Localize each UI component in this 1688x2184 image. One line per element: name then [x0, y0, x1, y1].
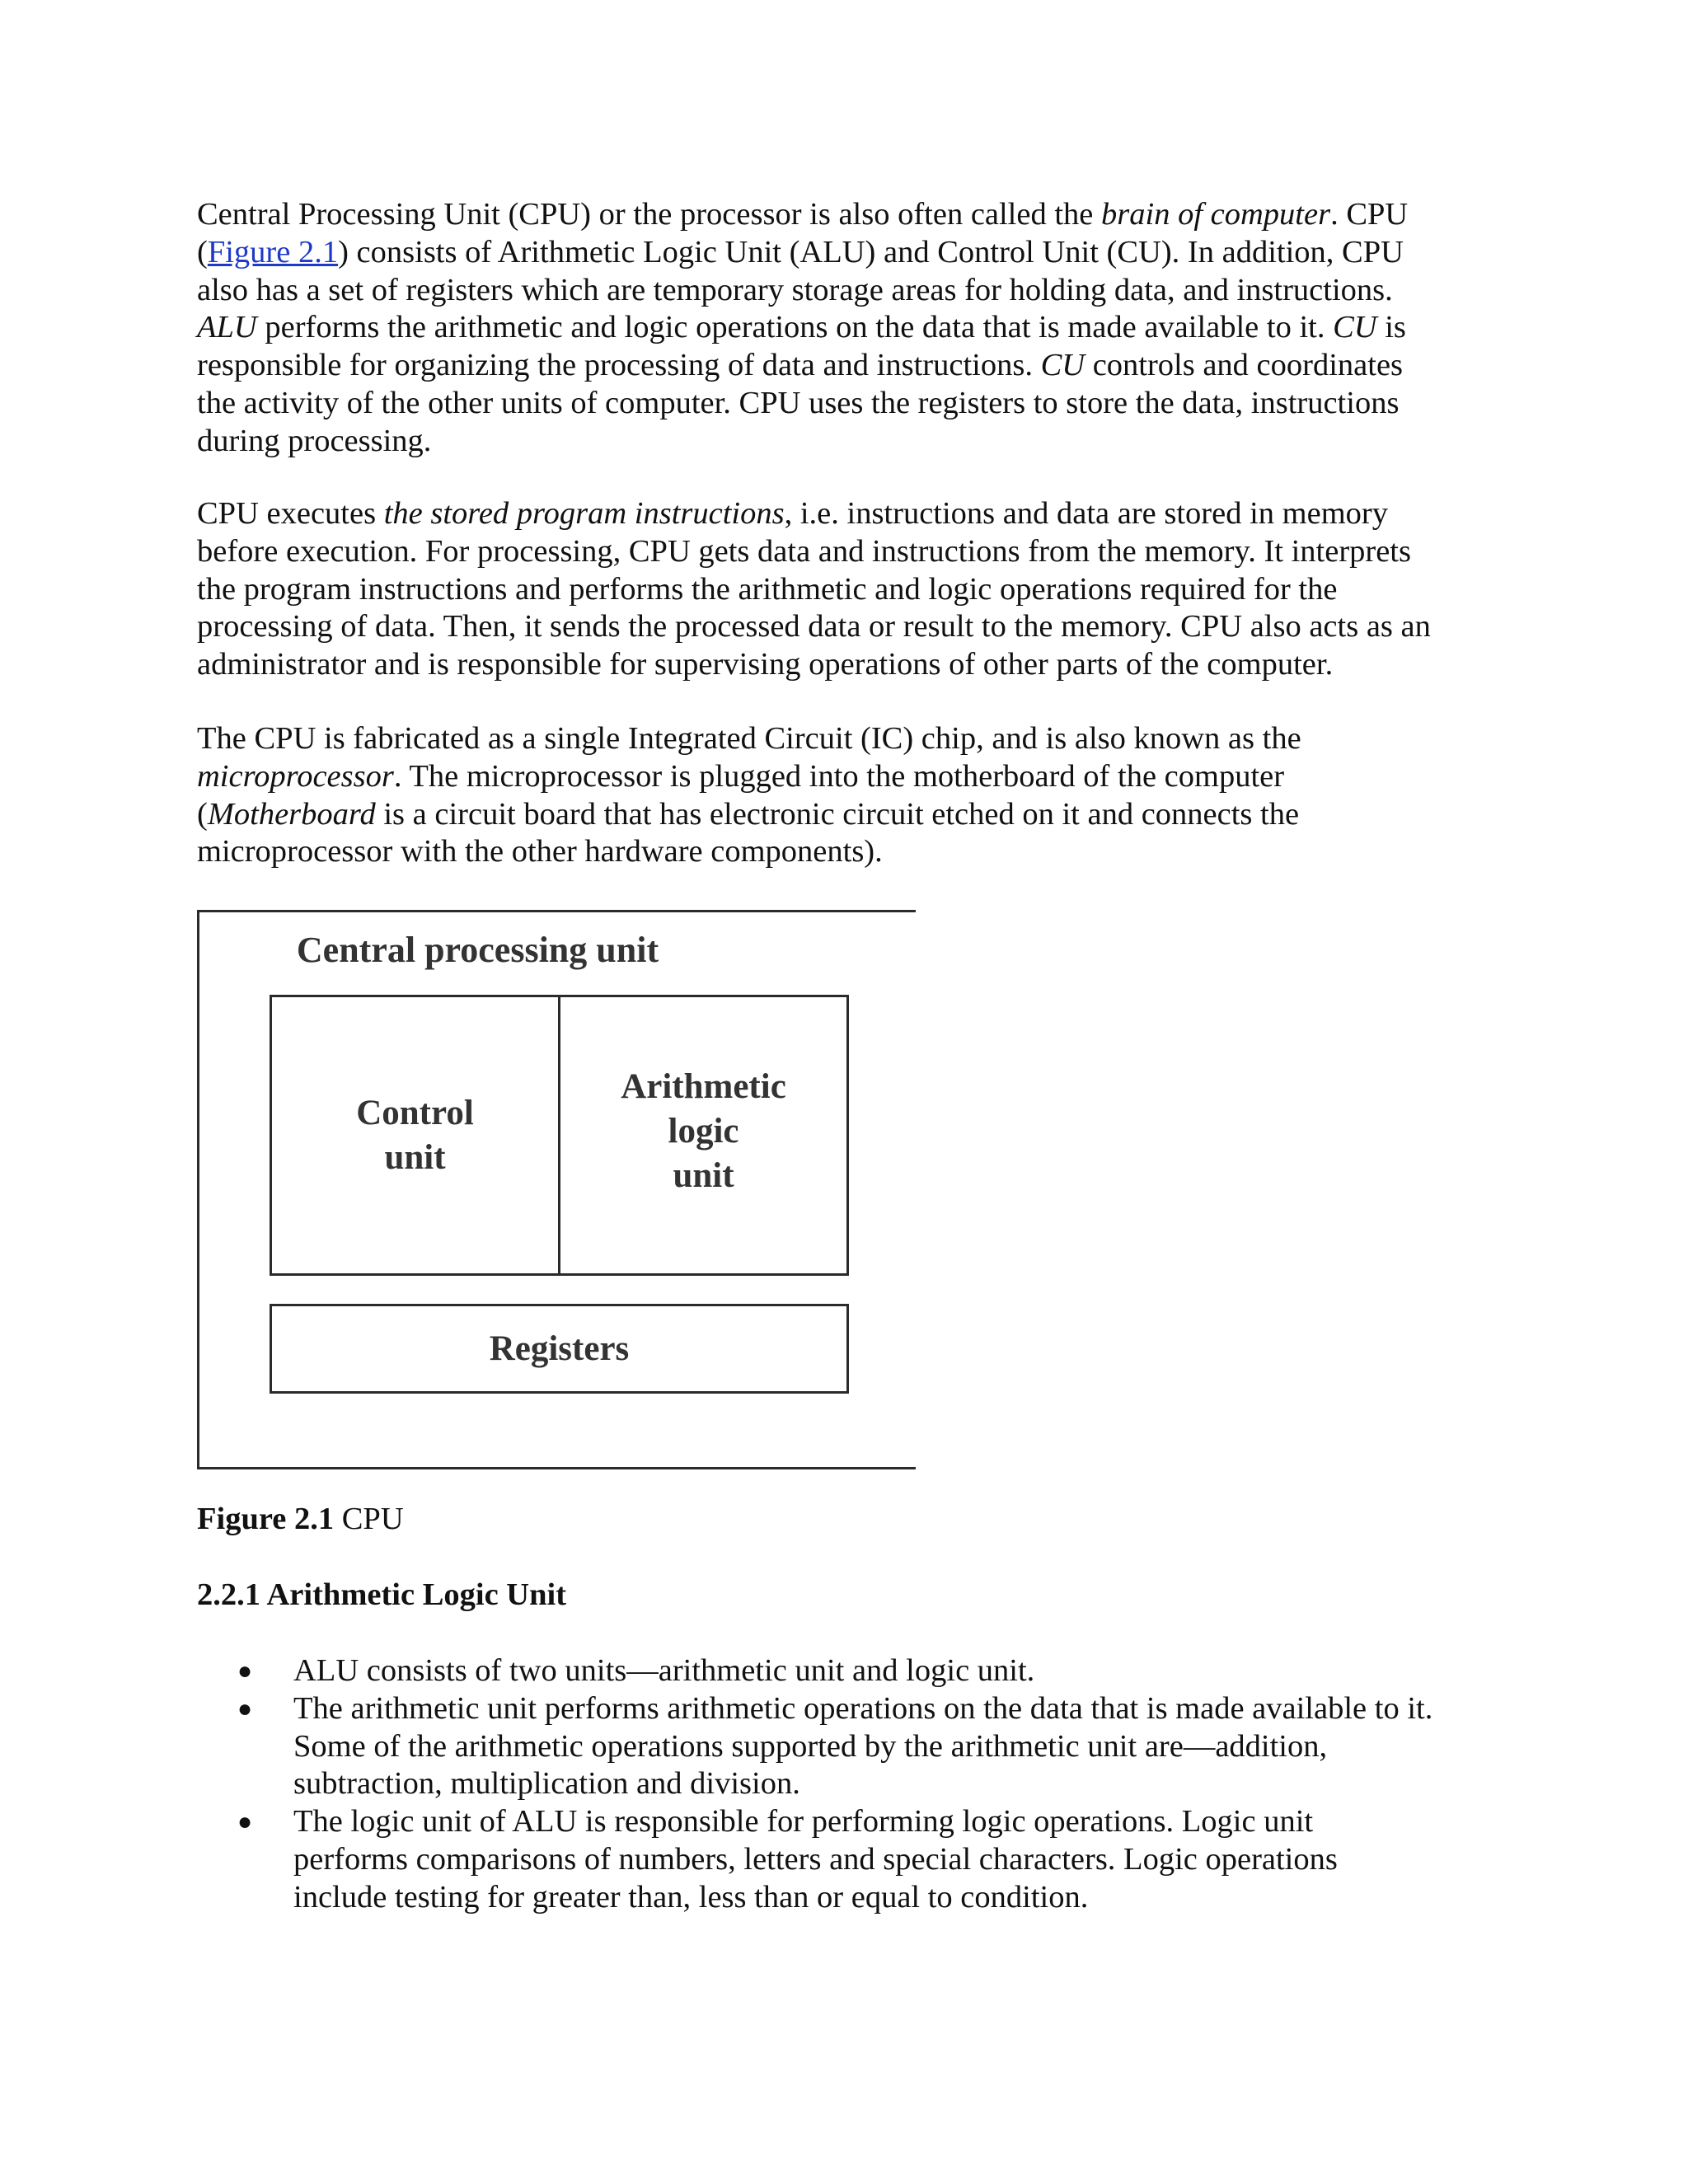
text-line: before execution. For processing, CPU gets data and instructions from the memory. It interprets	[197, 533, 1411, 569]
emphasis: brain of computer	[1101, 197, 1331, 232]
text: performs the arithmetic and logic operations on the data that is made available to it.	[256, 310, 1334, 345]
text-line: the program instructions and performs the arithmetic and logic operations required for the	[197, 571, 1338, 607]
emphasis: microprocessor	[197, 758, 394, 794]
text-line: The CPU is fabricated as a single Integrated Circuit (IC) chip, and is also known as the	[197, 721, 1301, 756]
emphasis: Motherboard	[207, 796, 376, 832]
list-item	[197, 1803, 1483, 1916]
control-unit-box	[270, 995, 560, 1276]
figure-caption	[197, 1500, 404, 1538]
text: is a circuit board that has electronic circuit etched on it and connects the	[375, 796, 1300, 832]
alu-bullet-list	[197, 1652, 1483, 1917]
text: , i.e. instructions and data are stored in memory	[784, 496, 1388, 531]
alu-box	[558, 995, 849, 1276]
paragraph-cpu-intro	[197, 196, 1483, 461]
diagram-title: Central processing unit	[296, 930, 659, 970]
text-line: subtraction, multiplication and division.	[293, 1766, 800, 1802]
bullet-icon: ●	[237, 1694, 253, 1722]
text-line: Some of the arithmetic operations supported by the arithmetic unit are—addition,	[293, 1728, 1328, 1764]
emphasis: ALU	[197, 310, 257, 345]
cpu-diagram	[197, 910, 916, 1469]
list-item	[197, 1690, 1483, 1803]
text: (	[197, 234, 208, 269]
text-line: processing of data. Then, it sends the processed data or result to the memory. CPU also acts as an	[197, 609, 1431, 644]
text-line: ALU consists of two units—arithmetic unit and logic unit.	[293, 1653, 1035, 1688]
text-line: also has a set of registers which are temporary storage areas for holding data, and instructions.	[197, 272, 1393, 307]
paragraph-stored-program	[197, 495, 1483, 684]
text-line: microprocessor with the other hardware components).	[197, 834, 883, 869]
text: controls and coordinates	[1085, 348, 1404, 383]
text: responsible for organizing the processing of data and instructions.	[197, 348, 1041, 383]
text: Central Processing Unit (CPU) or the processor is also often called the	[197, 197, 1102, 232]
text: (	[197, 796, 208, 832]
emphasis: CU	[1040, 348, 1085, 383]
figure-2-1-link[interactable]: Figure 2.1	[207, 234, 339, 269]
registers-box	[270, 1304, 849, 1394]
text-line: The arithmetic unit performs arithmetic operations on the data that is made available to it.	[293, 1690, 1433, 1726]
text-line: performs comparisons of numbers, letters and special characters. Logic operations	[293, 1841, 1338, 1877]
alu-label: Arithmetic logic unit	[621, 1066, 786, 1195]
text: . CPU	[1330, 197, 1409, 232]
text-line: administrator and is responsible for supervising operations of other parts of the computer.	[197, 647, 1334, 682]
text-line: during processing.	[197, 423, 432, 458]
registers-label: Registers	[489, 1329, 630, 1368]
bullet-icon: ●	[237, 1657, 253, 1685]
text: CPU executes	[197, 496, 384, 531]
caption-text: CPU	[334, 1502, 404, 1536]
text: is	[1376, 310, 1406, 345]
text: . The microprocessor is plugged into the motherboard of the computer	[393, 758, 1285, 794]
emphasis: CU	[1333, 310, 1377, 345]
text: ) consists of Arithmetic Logic Unit (ALU) and Control Unit (CU). In addition, CPU	[338, 234, 1404, 269]
emphasis: the stored program instructions	[383, 496, 785, 531]
control-unit-label: Control unit	[356, 1093, 474, 1177]
caption-label: Figure 2.1	[197, 1502, 335, 1536]
paragraph-microprocessor	[197, 720, 1483, 871]
text-line: the activity of the other units of computer. CPU uses the registers to store the data, instructions	[197, 385, 1400, 420]
section-heading: 2.2.1 Arithmetic Logic Unit	[197, 1577, 567, 1612]
text-line: The logic unit of ALU is responsible for performing logic operations. Logic unit	[293, 1804, 1314, 1840]
bullet-icon: ●	[237, 1808, 253, 1836]
text-line: include testing for greater than, less than or equal to condition.	[293, 1879, 1089, 1915]
list-item	[197, 1652, 1483, 1690]
